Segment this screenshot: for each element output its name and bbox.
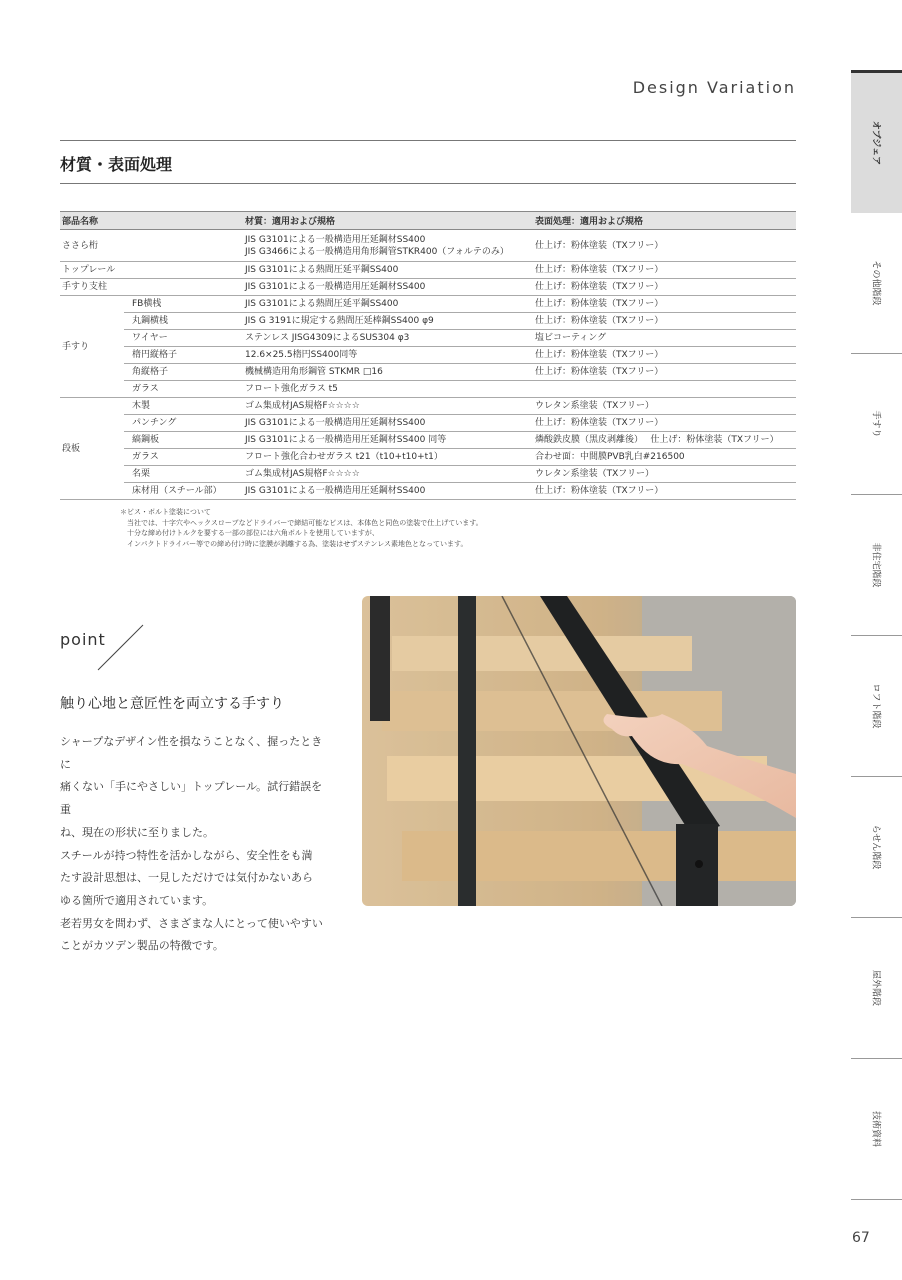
table-row bbox=[60, 381, 796, 398]
material-cell: フロート強化合わせガラス t21（t10+t10+t1） bbox=[243, 449, 533, 466]
table-row bbox=[60, 347, 796, 364]
sub-part: ガラス bbox=[124, 381, 243, 398]
group-handrail: 手すり bbox=[60, 296, 124, 398]
tab-label: ロフト階段 bbox=[870, 683, 880, 729]
body-line: スチールが持つ特性を活かしながら、安全性をも満 bbox=[60, 848, 313, 862]
material-spec-table bbox=[60, 211, 796, 500]
finish-cell: 仕上げ：粉体塗装（TXフリー） bbox=[533, 313, 796, 330]
finish-cell: 仕上げ：粉体塗装（TXフリー） bbox=[533, 279, 796, 296]
sidebar-tab-spiral[interactable] bbox=[851, 777, 902, 918]
material-cell: JIS G3101による一般構造用圧延鋼材SS400 bbox=[243, 279, 533, 296]
sidebar-tab-loft[interactable] bbox=[851, 636, 902, 777]
table-header-row bbox=[60, 212, 796, 230]
table-row bbox=[60, 364, 796, 381]
note-line: 当社では、十字穴やヘックスローブなどドライバーで締結可能なビスは、本体色と同色の塗装で仕上げています。 bbox=[127, 518, 483, 527]
table-row bbox=[60, 330, 796, 347]
material-line: JIS G3101による一般構造用圧延鋼材SS400 bbox=[245, 234, 426, 245]
material-cell: 12.6×25.5楕円SS400同等 bbox=[243, 347, 533, 364]
table-row bbox=[60, 432, 796, 449]
sub-part: ガラス bbox=[124, 449, 243, 466]
sub-part: パンチング bbox=[124, 415, 243, 432]
material-cell: JIS G3101による一般構造用圧延鋼材SS400 bbox=[243, 483, 533, 500]
finish-cell bbox=[533, 381, 796, 398]
point-title: 触り心地と意匠性を両立する手すり bbox=[60, 696, 284, 712]
material-cell: JIS G3101による一般構造用圧延鋼材SS400 同等 bbox=[243, 432, 533, 449]
table-row bbox=[60, 279, 796, 296]
page-number: 67 bbox=[852, 1230, 870, 1246]
part-name: ささら桁 bbox=[60, 230, 243, 262]
material-cell: フロート強化ガラス t5 bbox=[243, 381, 533, 398]
tab-label: 屋外階段 bbox=[870, 969, 880, 1007]
table-row bbox=[60, 483, 796, 500]
divider-top bbox=[60, 140, 796, 141]
sidebar-tab-technical[interactable] bbox=[851, 1059, 902, 1200]
header-material: 材質：適用および規格 bbox=[243, 212, 533, 230]
finish-cell: 仕上げ：粉体塗装（TXフリー） bbox=[533, 262, 796, 279]
material-cell: JIS G 3191に規定する熱間圧延棒鋼SS400 φ9 bbox=[243, 313, 533, 330]
part-name: 手すり支柱 bbox=[60, 279, 243, 296]
group-tread: 段板 bbox=[60, 398, 124, 500]
tab-label: らせん階段 bbox=[870, 824, 880, 870]
finish-cell: 仕上げ：粉体塗装（TXフリー） bbox=[533, 296, 796, 313]
section-label: Design Variation bbox=[632, 78, 796, 97]
table-row bbox=[60, 262, 796, 279]
body-line: ことがカツデン製品の特徴です。 bbox=[60, 939, 224, 953]
sidebar-tab-outdoor[interactable] bbox=[851, 918, 902, 1059]
point-label: point bbox=[60, 630, 106, 649]
finish-cell: 塩ビコーティング bbox=[533, 330, 796, 347]
handrail-photo bbox=[362, 596, 796, 906]
body-line: シャープなデザイン性を損なうことなく、握ったときに bbox=[60, 735, 323, 771]
finish-cell: 合わせ面：中間膜PVB乳白#216500 bbox=[533, 449, 796, 466]
finish-cell: 仕上げ：粉体塗装（TXフリー） bbox=[533, 364, 796, 381]
finish-cell: ウレタン系塗装（TXフリー） bbox=[533, 466, 796, 483]
tab-label: 非住宅階段 bbox=[870, 542, 880, 588]
screw-coating-note bbox=[120, 507, 483, 549]
header-part: 部品名称 bbox=[60, 212, 243, 230]
sub-part: 縞鋼板 bbox=[124, 432, 243, 449]
sub-part: ワイヤー bbox=[124, 330, 243, 347]
material-cell: JIS G3101による一般構造用圧延鋼材SS400 bbox=[243, 415, 533, 432]
sidebar-tab-objea[interactable] bbox=[851, 73, 902, 213]
part-name: トップレール bbox=[60, 262, 243, 279]
point-body bbox=[60, 731, 330, 958]
header-finish: 表面処理：適用および規格 bbox=[533, 212, 796, 230]
table-row bbox=[60, 313, 796, 330]
table-row bbox=[60, 415, 796, 432]
body-line: ゆる箇所で適用されています。 bbox=[60, 893, 214, 907]
sub-part: 名栗 bbox=[124, 466, 243, 483]
tab-label: 技術資料 bbox=[870, 1110, 880, 1148]
body-line: 痛くない「手にやさしい」トップレール。試行錯誤を重 bbox=[60, 780, 323, 817]
table-row bbox=[60, 230, 796, 262]
finish-cell: 仕上げ：粉体塗装（TXフリー） bbox=[533, 347, 796, 364]
material-line: JIS G3466による一般構造用角形鋼管STKR400（フォルテのみ） bbox=[245, 246, 509, 257]
material-cell: JIS G3101による熱間圧延平鋼SS400 bbox=[243, 262, 533, 279]
body-line: たす設計思想は、一見しただけでは気付かないあら bbox=[60, 871, 313, 885]
finish-cell: 仕上げ：粉体塗装（TXフリー） bbox=[533, 230, 796, 262]
table-row bbox=[60, 296, 796, 313]
tab-label: 手すり bbox=[870, 410, 880, 438]
sidebar-tab-handrail[interactable] bbox=[851, 354, 902, 495]
material-cell bbox=[243, 230, 533, 262]
sub-part: 木製 bbox=[124, 398, 243, 415]
finish-cell: ウレタン系塗装（TXフリー） bbox=[533, 398, 796, 415]
note-title: ＊ビス・ボルト塗装について bbox=[120, 508, 211, 516]
table-row bbox=[60, 466, 796, 483]
slash-decoration bbox=[96, 624, 146, 672]
table-row bbox=[60, 398, 796, 415]
note-line: インパクトドライバー等での締め付け時に塗膜が剥離する為、塗装はせずステンレス素地色となっています。 bbox=[127, 539, 468, 548]
sub-part: 楕円縦格子 bbox=[124, 347, 243, 364]
material-cell: JIS G3101による熱間圧延平鋼SS400 bbox=[243, 296, 533, 313]
body-line: ね、現在の形状に至りました。 bbox=[60, 825, 214, 839]
sidebar-tab-other-stairs[interactable] bbox=[851, 213, 902, 354]
material-cell: ゴム集成材JAS規格F☆☆☆☆ bbox=[243, 466, 533, 483]
finish-cell: 燐酸鉄皮膜（黒皮剥離後） 仕上げ：粉体塗装（TXフリー） bbox=[533, 432, 796, 449]
sub-part: FB横桟 bbox=[124, 296, 243, 313]
sidebar-tab-non-residential[interactable] bbox=[851, 495, 902, 636]
section-heading: 材質・表面処理 bbox=[60, 155, 173, 174]
tab-label: その他階段 bbox=[870, 260, 880, 306]
finish-cell: 仕上げ：粉体塗装（TXフリー） bbox=[533, 415, 796, 432]
material-cell: ゴム集成材JAS規格F☆☆☆☆ bbox=[243, 398, 533, 415]
chapter-sidebar bbox=[851, 70, 902, 1200]
sub-part: 角縦格子 bbox=[124, 364, 243, 381]
table-row bbox=[60, 449, 796, 466]
body-line: 老若男女を問わず、さまざまな人にとって使いやすい bbox=[60, 916, 323, 930]
sub-part: 床材用（スチール部） bbox=[124, 483, 243, 500]
sub-part: 丸鋼横桟 bbox=[124, 313, 243, 330]
material-cell: ステンレス JISG4309によるSUS304 φ3 bbox=[243, 330, 533, 347]
material-cell: 機械構造用角形鋼管 STKMR □16 bbox=[243, 364, 533, 381]
finish-cell: 仕上げ：粉体塗装（TXフリー） bbox=[533, 483, 796, 500]
divider-heading bbox=[60, 183, 796, 184]
tab-label: オブジェア bbox=[870, 120, 880, 166]
note-line: 十分な締め付けトルクを要する一部の部位には六角ボルトを使用していますが、 bbox=[127, 529, 379, 537]
